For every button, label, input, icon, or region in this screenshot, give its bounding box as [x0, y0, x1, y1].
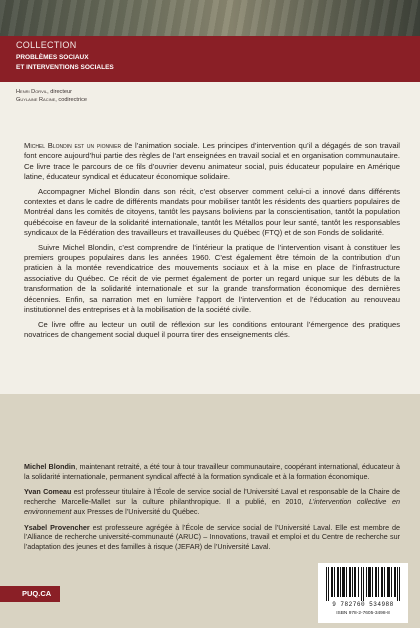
bio-1-name: Michel Blondin: [24, 462, 76, 471]
barcode-digits: 9 782760 534988: [332, 601, 394, 608]
editor-1-name: Henri Dorvil: [16, 89, 48, 95]
collection-title: [16, 53, 316, 73]
editor-line-2: [16, 96, 87, 104]
collection-label: COLLECTION: [16, 40, 77, 50]
summary-paragraph-1: Michel Blondin est un pionnier de l’animation sociale. Les principes d’intervention qu’il a dégagés de son travail font encore aujourd’hui partie des règles de l’art enseignées en travail social et en organisation communautaire. Ce livre trace le parcours de ce fils d’ouvrier devenu animateur social, puis éducateur populaire en Amérique latine, éducateur syndical et éducateur économique solidaire.: [24, 141, 400, 182]
summary-paragraph-4: Ce livre offre au lecteur un outil de réflexion sur les conditions entourant l’émergence des pratiques novatrices de changement social duquel il pourra tirer des enseignements clés.: [24, 319, 400, 339]
publisher-label: PUQ.CA: [0, 586, 60, 602]
editor-2-role: , codirectrice: [55, 97, 88, 103]
book-summary: [24, 141, 400, 344]
author-bios: [24, 462, 400, 558]
barcode-bars: [324, 567, 402, 601]
summary-lead: Michel Blondin est un pionnier: [24, 141, 122, 150]
bio-michel-blondin: Michel Blondin, maintenant retraité, a été tour à tour travailleur communautaire, coopérant international, éducateur à la solidarité internationale, permanent syndical affecté à la formation syndicale et à la formation économique.: [24, 462, 400, 481]
collection-title-line2: ET INTERVENTIONS SOCIALES: [16, 64, 114, 71]
collection-editors: [16, 88, 87, 104]
summary-paragraph-3: Suivre Michel Blondin, c’est comprendre de l’intérieur la pratique de l’intervention visant à constituer les premiers groupes populaires dans les années 1960. C’est également être témoin de la contribution d’un praticien à la montée revendicatrice des mouvements sociaux et à la mise en place de l’infrastructure associative du Québec. Ce récit de vie permet également de porter un regard unique sur les débuts de la transformation de la solidarité internationale et sur la grande transformation économique des dernières décennies. Enfin, sa narration met en lumière l’apport de l’intervention et de l’éducation au renouveau institutionnel des entreprises et à la mobilisation de la société civile.: [24, 242, 400, 315]
editor-line-1: [16, 88, 87, 96]
bio-ysabel-provencher: Ysabel Provencher est professeure agrégée à l’École de service social de l’Université Laval. Elle est membre de l’Alliance de recherche université-communauté (ARUC) – Innovations, travail et emploi et du Centre de recherche sur l’adaptation des jeunes et des familles à risque (JEFAR) de l’Université Laval.: [24, 522, 400, 551]
isbn-number: ISBN 978-2-7605-3498-8: [336, 611, 390, 616]
bio-yvan-comeau: Yvan Comeau est professeur titulaire à l’École de service social de l’Université Laval et responsable de la Chaire de recherche Marcelle-Mallet sur la culture philanthropique. Il a publié, en 2010, L’intervention collective en environnement aux Presses de l’Université du Québec.: [24, 487, 400, 516]
summary-paragraph-2: Accompagner Michel Blondin dans son récit, c’est observer comment celui-ci a innové dans différents contextes et dans le cadre de différents mandats pour mobiliser tantôt les résidents des quartiers populaires de Montréal dans les comités de citoyens, tantôt les paysans boliviens par la conscientisation, tantôt la population québécoise en faveur de la solidarité internationale, tantôt les Métallos pour leur santé, tantôt les responsables syndicaux de la Fédération des travailleurs et travailleuses du Québec (FTQ) et de son Fonds de solidarité.: [24, 186, 400, 238]
editor-1-role: , directeur: [47, 89, 72, 95]
bio-2-name: Yvan Comeau: [24, 487, 72, 497]
collection-title-line1: PROBLÈMES SOCIAUX: [16, 54, 89, 61]
editor-2-name: Guylaine Racine: [16, 97, 56, 103]
collection-band: [0, 36, 420, 82]
bio-3-name: Ysabel Provencher: [24, 522, 90, 532]
bio-2-book-title: L’intervention collective en environnement: [24, 497, 400, 516]
isbn-barcode: [318, 563, 408, 623]
cover-photo-strip: [0, 0, 420, 36]
